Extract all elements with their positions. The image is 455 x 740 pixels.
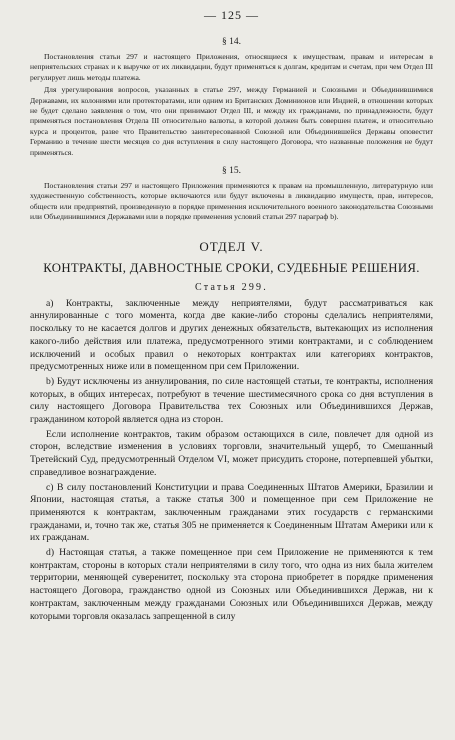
paragraph: b) Будут исключены из аннулирования, по силе настоящей статьи, те контракты, исполнения которых, в общих интересах, потребуют в течение шестимесячного срока со дня вступления в силу настоящего Договора Правительства тех Союзных или Объединившихся Держав, гражданином которой является одна из сторон. <box>30 375 433 426</box>
paragraph: a) Контракты, заключенные между неприятелями, будут рассматриваться как аннулированные с того момента, когда две какие-либо стороны сделались неприятелями, поскольку то не касается долгов и других денежных обязательств, вытекающих из исполнения какого-либо действия или платежа, предусмотренного этими контрактами, и с соблюдением исключений и особых правил о некоторых контрактах или категориях контрактов, предусмотренных ниже или в помещенном при сем Приложении. <box>30 297 433 373</box>
paragraph: c) В силу постановлений Конституции и права Соединенных Штатов Америки, Бразилии и Японии, настоящая статья, а также статья 300 и помещенное при сем Приложение не применяются к контрактам, заключенным гражданами этих государств с германскими гражданами, и, точно так же, статья 305 не применяется к Соединенным Штатам Америки или к их гражданам. <box>30 481 433 544</box>
paragraph: Постановления статьи 297 и настоящего Приложения, относящиеся к имуществам, правам и интересам в неприятельских странах и к выручке от их ликвидации, будут применяться к долгам, кредитам и счетам, при чем Отдел III регулирует лишь методы платежа. <box>30 52 433 82</box>
part-heading: КОНТРАКТЫ, ДАВНОСТНЫЕ СРОКИ, СУДЕБНЫЕ РЕШЕНИЯ. <box>43 260 420 275</box>
paragraph: Постановления статьи 297 и настоящего Приложения применяются к правам на промышленную, литературную или художественную собственность, которые включаются или будут включены в ликвидацию имуществ, прав, интересов, обществ или предприятий, произведенную в порядке применения исключительного военного законодательства Союзными или Объединившимися Державами или в порядке применения условий статьи 297 параграф b). <box>30 181 433 222</box>
section-14-body <box>30 52 433 158</box>
part-title: ОТДЕЛ V. <box>199 238 264 254</box>
section-15-body <box>30 181 433 223</box>
article-body <box>30 298 433 624</box>
paragraph: Если исполнение контрактов, таким образом остающихся в силе, повлечет для одной из сторон, вследствие изменения в условиях торговли, значительный ущерб, то Смешанный Третейский Суд, предусмотренный Отделом VI, может присудить стороне, потерпевшей убытки, справедливое вознаграждение. <box>30 428 433 478</box>
article-title: Статья 299. <box>195 281 268 293</box>
page-number: — 125 — <box>204 8 259 22</box>
section-15-title: § 15. <box>222 166 241 177</box>
section-14-title: § 14. <box>222 37 241 47</box>
paragraph: Для урегулирования вопросов, указанных в статье 297, между Германией и Союзными и Объединившимися Державами, их колониями или протекторатами, или одним из Британских Доминионов или Индией, в отношении которых не будет сделано заявления о том, что они принимают Отдел III, и между их гражданами, по принадлежности, будут применяться постановления Отдела III относительно валюты, в которой должен быть совершен платеж, и относительно курса и процентов, разве что Правительство заинтересованной Союзной или Объединившейся Державы оповестит Германию в течение шести месяцев со дня вступления в силу настоящего Договора, что названные положения не будут применяться. <box>30 85 433 157</box>
paragraph: d) Настоящая статья, а также помещенное при сем Приложение не применяются к тем контрактам, стороны в которых стали неприятелями в силу того, что одна из них была жителем территории, меняющей суверенитет, поскольку эта сторона приобретет в порядке применения настоящего Договора, гражданство одной из Союзных или Объединившихся Держав, ни к контрактам, заключенным между гражданами Союзных или Объединившихся Держав, между которыми торговля оказалась запрещенной в силу <box>30 547 433 622</box>
